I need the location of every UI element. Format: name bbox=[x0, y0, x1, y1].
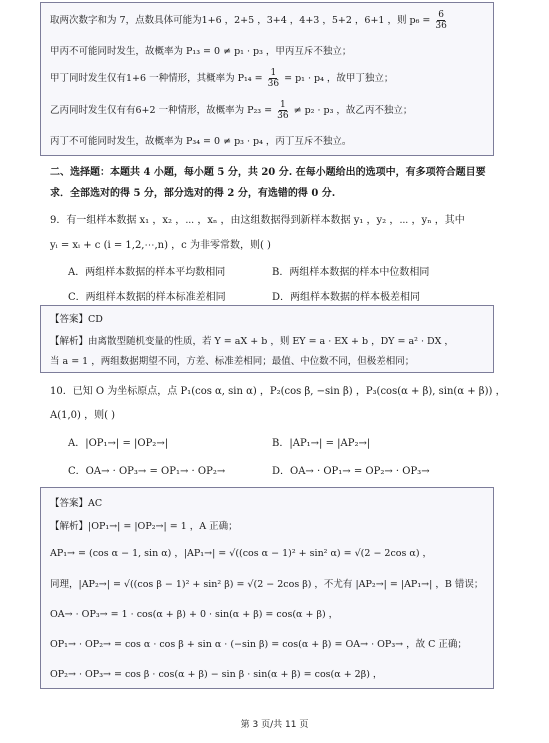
q10-answer: 【答案】AC bbox=[50, 498, 103, 509]
section-heading-line-2: 求．全部选对的得 5 分，部分选对的得 2 分，有选错的得 0 分. bbox=[50, 188, 336, 199]
q9-analysis-2: 当 a = 1 ，两组数据期望不同，方差、标准差相同；最值、中位数不同，但极差相同； bbox=[50, 356, 415, 367]
q9-option-c: C．两组样本数据的样本标准差相同 bbox=[68, 292, 226, 303]
q9-stem-2: yᵢ = xᵢ + c (i = 1,2,⋯,n) ，c 为非零常数，则( ) bbox=[50, 240, 271, 251]
q10-analysis-1: 【解析】|OP₁→| = |OP₂→| = 1 ，A 正确； bbox=[50, 521, 238, 532]
q9-analysis-1: 【解析】由离散型随机变量的性质，若 Y = aX + b ，则 EY = a · EX + b ，DY = a² · DX ， bbox=[50, 336, 454, 347]
page-footer: 第 3 页/共 11 页 bbox=[240, 720, 309, 730]
solution-prev-line-4a: 乙丙同时发生仅有有6+2 一种情形，故概率为 P₂₃ = bbox=[50, 105, 273, 116]
q10-analysis-4: OA→ · OP₃→ = 1 · cos(α + β) + 0 · sin(α + β) = cos(α + β) ， bbox=[50, 609, 339, 620]
solution-prev-line-4 bbox=[50, 100, 412, 121]
q10-option-b: B．|AP₁→| = |AP₂→| bbox=[272, 438, 371, 449]
q9-stem: 9．有一组样本数据 x₁ ，x₂ ，⋯ ，xₙ ，由这组数据得到新样本数据 y₁ ，y₂ ，⋯ ，yₙ ，其中 bbox=[50, 215, 465, 226]
fraction-denominator: 36 bbox=[277, 111, 289, 121]
solution-prev-line-3 bbox=[50, 68, 393, 89]
fraction-denominator: 36 bbox=[435, 21, 447, 31]
q9-option-b: B．两组样本数据的样本中位数相同 bbox=[272, 267, 430, 278]
solution-prev-line-3b: = p₁ · p₄ ，故甲丁独立； bbox=[284, 73, 394, 84]
q9-answer: 【答案】CD bbox=[50, 314, 103, 325]
q10-analysis-3: 同理，|AP₂→| = √((cos β − 1)² + sin² β) = √(2 − 2cos β) ，不尤有 |AP₂→| = |AP₁→| ，B 错误； bbox=[50, 579, 484, 590]
solution-prev-line-4b: ≠ p₂ · p₃ ，故乙丙不独立； bbox=[293, 105, 413, 116]
solution-prev-line-3a: 甲丁同时发生仅有1+6 一种情形，其概率为 P₁₄ = bbox=[50, 73, 263, 84]
solution-prev-line-1-text: 取两次数字和为 7，点数具体可能为1+6 ，2+5 ，3+4 ，4+3 ，5+2 ，6+1 ，则 p₆ = bbox=[50, 15, 431, 26]
fraction-1-36 bbox=[268, 68, 279, 89]
q10-option-c: C．OA→ · OP₃→ = OP₁→ · OP₂→ bbox=[68, 466, 226, 477]
q9-option-d: D．两组样本数据的样本极差相同 bbox=[272, 292, 421, 303]
q9-option-a: A．两组样本数据的样本平均数相同 bbox=[68, 267, 226, 278]
fraction-denominator: 36 bbox=[267, 79, 280, 89]
q10-stem-2: A(1,0) ，则( ) bbox=[50, 410, 116, 421]
fraction-numerator: 6 bbox=[438, 10, 444, 20]
fraction-numerator: 1 bbox=[279, 100, 286, 110]
section-heading-line-1: 二、选择题：本题共 4 小题，每小题 5 分，共 20 分. 在每小题给出的选项中，有多项符合题目要 bbox=[50, 167, 486, 178]
solution-prev-line-2: 甲丙不可能同时发生，故概率为 P₁₃ = 0 ≠ p₁ · p₃ ，甲丙互斥不独立； bbox=[50, 46, 352, 57]
q10-analysis-6: OP₂→ · OP₃→ = cos β · cos(α + β) − sin β · sin(α + β) = cos(α + 2β) ， bbox=[50, 669, 383, 680]
q10-analysis-5: OP₁→ · OP₂→ = cos α · cos β + sin α · (−sin β) = cos(α + β) = OA→ · OP₃→ ，故 C 正确； bbox=[50, 639, 467, 650]
solution-prev-line-1 bbox=[50, 10, 449, 31]
fraction-1-36 bbox=[277, 100, 288, 121]
fraction-6-36 bbox=[435, 10, 446, 31]
fraction-numerator: 1 bbox=[270, 68, 277, 78]
q10-option-d: D．OA→ · OP₁→ = OP₂→ · OP₃→ bbox=[272, 466, 430, 477]
solution-prev-line-5: 丙丁不可能同时发生，故概率为 P₃₄ = 0 ≠ p₃ · p₄ ，丙丁互斥不独立。 bbox=[50, 136, 352, 147]
q10-analysis-2: AP₁→ = (cos α − 1, sin α) ，|AP₁→| = √((cos α − 1)² + sin² α) = √(2 − 2cos α) ， bbox=[50, 548, 433, 559]
q10-stem: 10．已知 O 为坐标原点，点 P₁(cos α, sin α) ，P₂(cos β, −sin β) ，P₃(cos(α + β), sin(α + β)) ， bbox=[50, 386, 506, 397]
q10-option-a: A．|OP₁→| = |OP₂→| bbox=[68, 438, 169, 449]
